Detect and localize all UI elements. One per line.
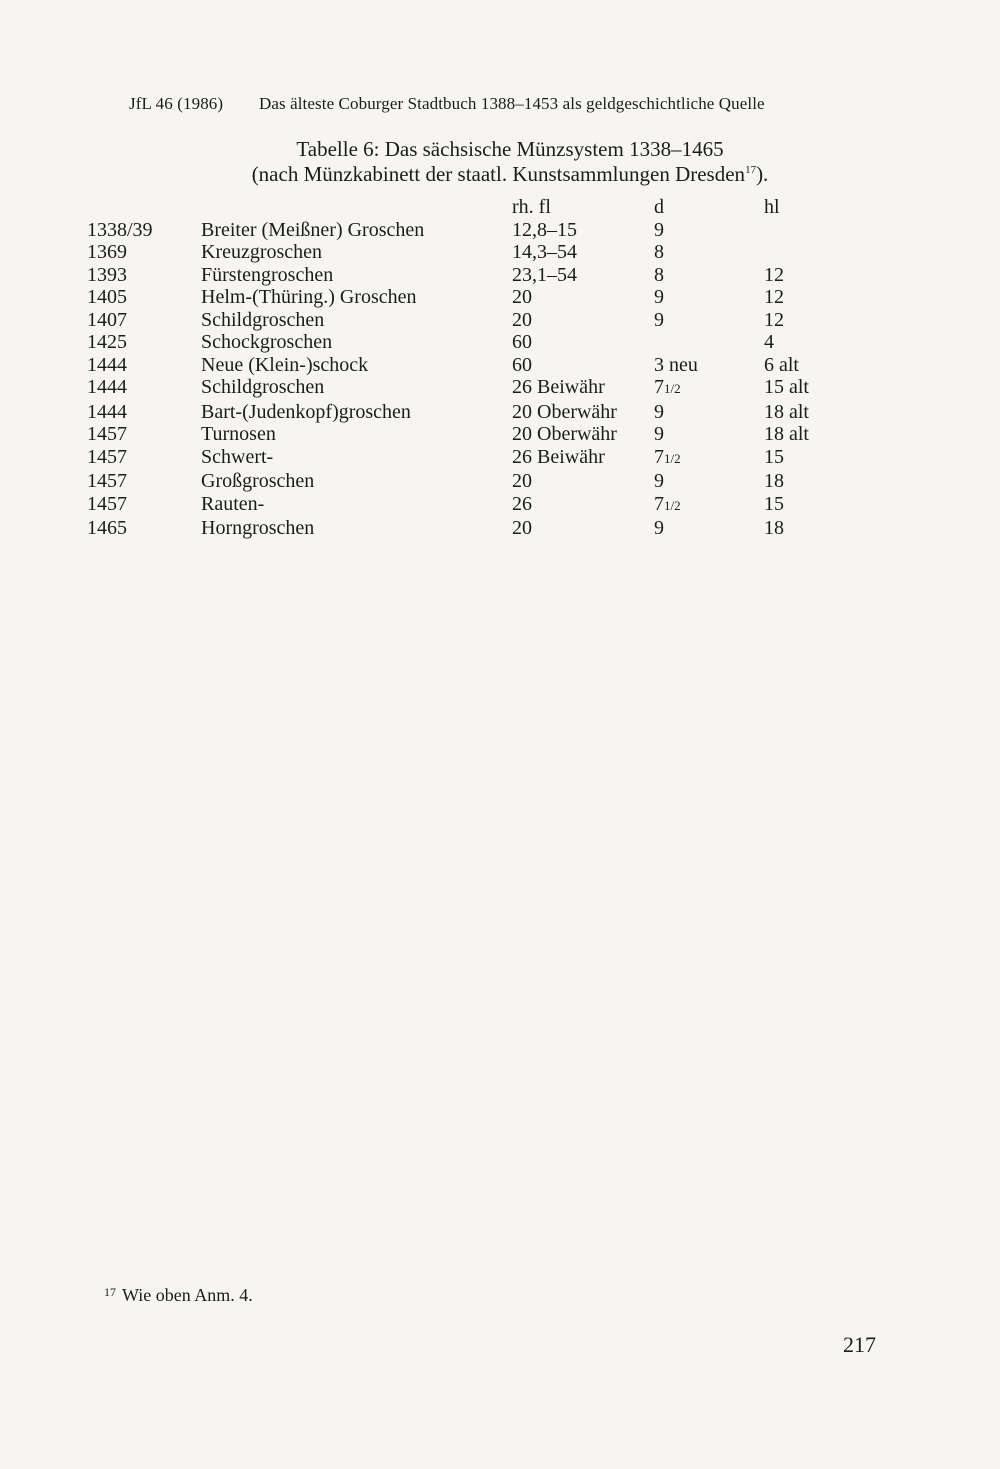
cell-year-text: 1425 xyxy=(87,331,127,353)
header-hl: hl xyxy=(764,196,780,218)
cell-year-text: 1457 xyxy=(87,470,127,492)
cell-year xyxy=(87,309,201,332)
cell-year xyxy=(87,354,201,377)
cell-coin-name xyxy=(201,241,512,264)
cell-hl-text: 4 xyxy=(764,331,774,353)
cell-rh-fl-text: 26 Beiwähr xyxy=(512,445,605,468)
cell-year-text: 1457 xyxy=(87,492,127,515)
table-row xyxy=(87,517,844,540)
cell-coin-name-text: Turnosen xyxy=(201,423,276,445)
cell-year-text: 1338/39 xyxy=(87,218,153,241)
table-row xyxy=(87,331,844,354)
cell-year xyxy=(87,376,201,401)
cell-year-text: 1407 xyxy=(87,308,127,331)
cell-d xyxy=(654,470,764,493)
cell-coin-name-text: Horngroschen xyxy=(201,517,315,539)
cell-hl xyxy=(764,286,844,309)
cell-year-text: 1444 xyxy=(87,376,127,398)
cell-hl xyxy=(764,219,844,242)
footnote xyxy=(104,1285,253,1306)
cell-coin-name xyxy=(201,401,512,424)
cell-d-text: 8 xyxy=(654,263,664,286)
cell-coin-name-text: Fürstengroschen xyxy=(201,263,334,286)
cell-rh-fl-text: 12,8–15 xyxy=(512,218,577,241)
cell-rh-fl-text: 20 Oberwähr xyxy=(512,423,617,445)
cell-hl-text: 18 xyxy=(764,517,784,539)
cell-hl xyxy=(764,517,844,540)
cell-year xyxy=(87,493,201,518)
cell-year-text: 1393 xyxy=(87,263,127,286)
cell-d xyxy=(654,219,764,242)
cell-rh-fl-text: 14,3–54 xyxy=(512,241,577,263)
footnote-text: Wie oben Anm. 4. xyxy=(122,1285,253,1305)
cell-d-text: 7 xyxy=(654,376,664,398)
cell-rh-fl-text: 26 xyxy=(512,492,532,515)
cell-rh-fl xyxy=(512,470,654,493)
cell-coin-name xyxy=(201,493,512,518)
caption-line-2 xyxy=(160,162,860,187)
cell-coin-name-text: Breiter (Meißner) Groschen xyxy=(201,218,425,241)
cell-hl xyxy=(764,376,844,401)
cell-rh-fl xyxy=(512,286,654,309)
table-row xyxy=(87,241,844,264)
cell-rh-fl xyxy=(512,493,654,518)
cell-rh-fl-text: 20 Oberwähr xyxy=(512,400,617,423)
cell-coin-name-text: Schildgroschen xyxy=(201,376,325,398)
cell-d xyxy=(654,401,764,424)
cell-coin-name-text: Schockgroschen xyxy=(201,331,333,353)
cell-d-text: 7 xyxy=(654,445,664,468)
cell-coin-name xyxy=(201,423,512,446)
cell-year-text: 1457 xyxy=(87,423,127,445)
cell-year xyxy=(87,331,201,354)
table-row xyxy=(87,286,844,309)
cell-coin-name-text: Helm-(Thüring.) Groschen xyxy=(201,286,417,308)
cell-rh-fl xyxy=(512,264,654,287)
cell-rh-fl-text: 26 Beiwähr xyxy=(512,376,605,398)
cell-hl-text: 12 xyxy=(764,308,784,331)
header-d: d xyxy=(654,196,664,218)
cell-hl xyxy=(764,446,844,471)
cell-d xyxy=(654,264,764,287)
cell-coin-name xyxy=(201,446,512,471)
cell-rh-fl xyxy=(512,241,654,264)
cell-d-text: 9 xyxy=(654,470,664,492)
cell-d xyxy=(654,241,764,264)
cell-hl xyxy=(764,264,844,287)
cell-hl-text: 15 alt xyxy=(764,376,809,398)
cell-year xyxy=(87,517,201,540)
cell-coin-name xyxy=(201,331,512,354)
cell-d xyxy=(654,446,764,471)
cell-rh-fl-text: 20 xyxy=(512,308,532,331)
caption-footnote-ref: 17 xyxy=(745,164,757,176)
cell-hl-text: 18 alt xyxy=(764,400,809,423)
header-year xyxy=(87,196,201,219)
cell-year xyxy=(87,241,201,264)
cell-rh-fl xyxy=(512,446,654,471)
running-head xyxy=(129,94,889,114)
cell-coin-name-text: Rauten- xyxy=(201,492,265,515)
cell-hl-text: 15 xyxy=(764,445,784,468)
cell-hl xyxy=(764,423,844,446)
table-header-row xyxy=(87,196,844,219)
cell-d-text: 9 xyxy=(654,286,664,308)
cell-coin-name-text: Großgroschen xyxy=(201,470,315,492)
cell-coin-name xyxy=(201,264,512,287)
cell-d xyxy=(654,354,764,377)
table-body xyxy=(87,219,844,540)
table-row xyxy=(87,470,844,493)
cell-hl-text: 6 alt xyxy=(764,353,799,376)
table-row xyxy=(87,264,844,287)
table-row xyxy=(87,446,844,471)
cell-d xyxy=(654,517,764,540)
table-row xyxy=(87,309,844,332)
cell-coin-name-text: Bart-(Judenkopf)groschen xyxy=(201,400,411,423)
header-name xyxy=(201,196,512,219)
cell-year xyxy=(87,264,201,287)
cell-d xyxy=(654,493,764,518)
caption-line-2-end: ). xyxy=(756,162,769,186)
header-rh-fl: rh. fl xyxy=(512,196,551,218)
cell-d-fraction: 1/2 xyxy=(664,497,681,513)
cell-hl-text: 18 xyxy=(764,470,784,492)
caption-line-1: Tabelle 6: Das sächsische Münzsystem 1338–1465 xyxy=(296,137,724,161)
cell-year xyxy=(87,470,201,493)
cell-coin-name xyxy=(201,470,512,493)
cell-rh-fl xyxy=(512,309,654,332)
cell-year-text: 1405 xyxy=(87,286,127,308)
cell-rh-fl-text: 60 xyxy=(512,331,532,353)
cell-rh-fl-text: 20 xyxy=(512,286,532,308)
cell-coin-name xyxy=(201,286,512,309)
cell-rh-fl xyxy=(512,517,654,540)
cell-rh-fl xyxy=(512,331,654,354)
cell-year-text: 1444 xyxy=(87,400,127,423)
cell-hl xyxy=(764,309,844,332)
cell-hl xyxy=(764,493,844,518)
cell-year-text: 1369 xyxy=(87,241,127,263)
cell-coin-name xyxy=(201,309,512,332)
cell-d-text: 9 xyxy=(654,308,664,331)
table-row xyxy=(87,401,844,424)
cell-rh-fl xyxy=(512,401,654,424)
running-head-title: Das älteste Coburger Stadtbuch 1388–1453 als geldgeschichtliche Quelle xyxy=(259,94,765,113)
cell-d-text: 3 neu xyxy=(654,353,698,376)
cell-year xyxy=(87,401,201,424)
cell-year-text: 1457 xyxy=(87,445,127,468)
coin-system-table xyxy=(87,196,844,540)
cell-hl-text: 12 xyxy=(764,286,784,308)
cell-year xyxy=(87,219,201,242)
table-row xyxy=(87,423,844,446)
cell-rh-fl xyxy=(512,219,654,242)
cell-rh-fl-text: 23,1–54 xyxy=(512,263,577,286)
cell-coin-name-text: Neue (Klein-)schock xyxy=(201,353,369,376)
cell-d xyxy=(654,331,764,354)
page-number: 217 xyxy=(843,1332,876,1357)
cell-year xyxy=(87,286,201,309)
cell-hl xyxy=(764,354,844,377)
cell-rh-fl xyxy=(512,423,654,446)
cell-rh-fl-text: 60 xyxy=(512,353,532,376)
cell-coin-name-text: Kreuzgroschen xyxy=(201,241,323,263)
cell-rh-fl xyxy=(512,354,654,377)
cell-d-fraction: 1/2 xyxy=(664,450,681,466)
cell-coin-name xyxy=(201,219,512,242)
cell-d-text: 9 xyxy=(654,423,664,445)
table-row xyxy=(87,219,844,242)
cell-coin-name-text: Schwert- xyxy=(201,445,274,468)
cell-d xyxy=(654,309,764,332)
table-caption xyxy=(160,137,860,187)
cell-year-text: 1465 xyxy=(87,517,127,539)
cell-rh-fl xyxy=(512,376,654,401)
cell-hl-text: 12 xyxy=(764,263,784,286)
cell-hl xyxy=(764,470,844,493)
cell-rh-fl-text: 20 xyxy=(512,470,532,492)
table-row xyxy=(87,354,844,377)
cell-hl xyxy=(764,241,844,264)
cell-year-text: 1444 xyxy=(87,353,127,376)
cell-year xyxy=(87,446,201,471)
cell-hl-text: 18 alt xyxy=(764,423,809,445)
cell-d-text: 8 xyxy=(654,241,664,263)
footnote-mark: 17 xyxy=(104,1285,116,1299)
cell-d xyxy=(654,286,764,309)
cell-coin-name xyxy=(201,376,512,401)
cell-d xyxy=(654,423,764,446)
cell-d-text: 9 xyxy=(654,218,664,241)
cell-d-fraction: 1/2 xyxy=(664,381,681,396)
cell-d-text: 7 xyxy=(654,492,664,515)
caption-line-2-text: (nach Münzkabinett der staatl. Kunstsammlungen Dresden xyxy=(251,162,746,186)
cell-hl-text: 15 xyxy=(764,492,784,515)
table-row xyxy=(87,493,844,518)
cell-coin-name-text: Schildgroschen xyxy=(201,308,325,331)
cell-coin-name xyxy=(201,354,512,377)
cell-year xyxy=(87,423,201,446)
cell-d-text: 9 xyxy=(654,517,664,539)
cell-coin-name xyxy=(201,517,512,540)
running-head-journal: JfL 46 (1986) xyxy=(129,94,224,113)
cell-d xyxy=(654,376,764,401)
cell-hl xyxy=(764,401,844,424)
table-row xyxy=(87,376,844,401)
cell-hl xyxy=(764,331,844,354)
cell-rh-fl-text: 20 xyxy=(512,517,532,539)
cell-d-text: 9 xyxy=(654,400,664,423)
